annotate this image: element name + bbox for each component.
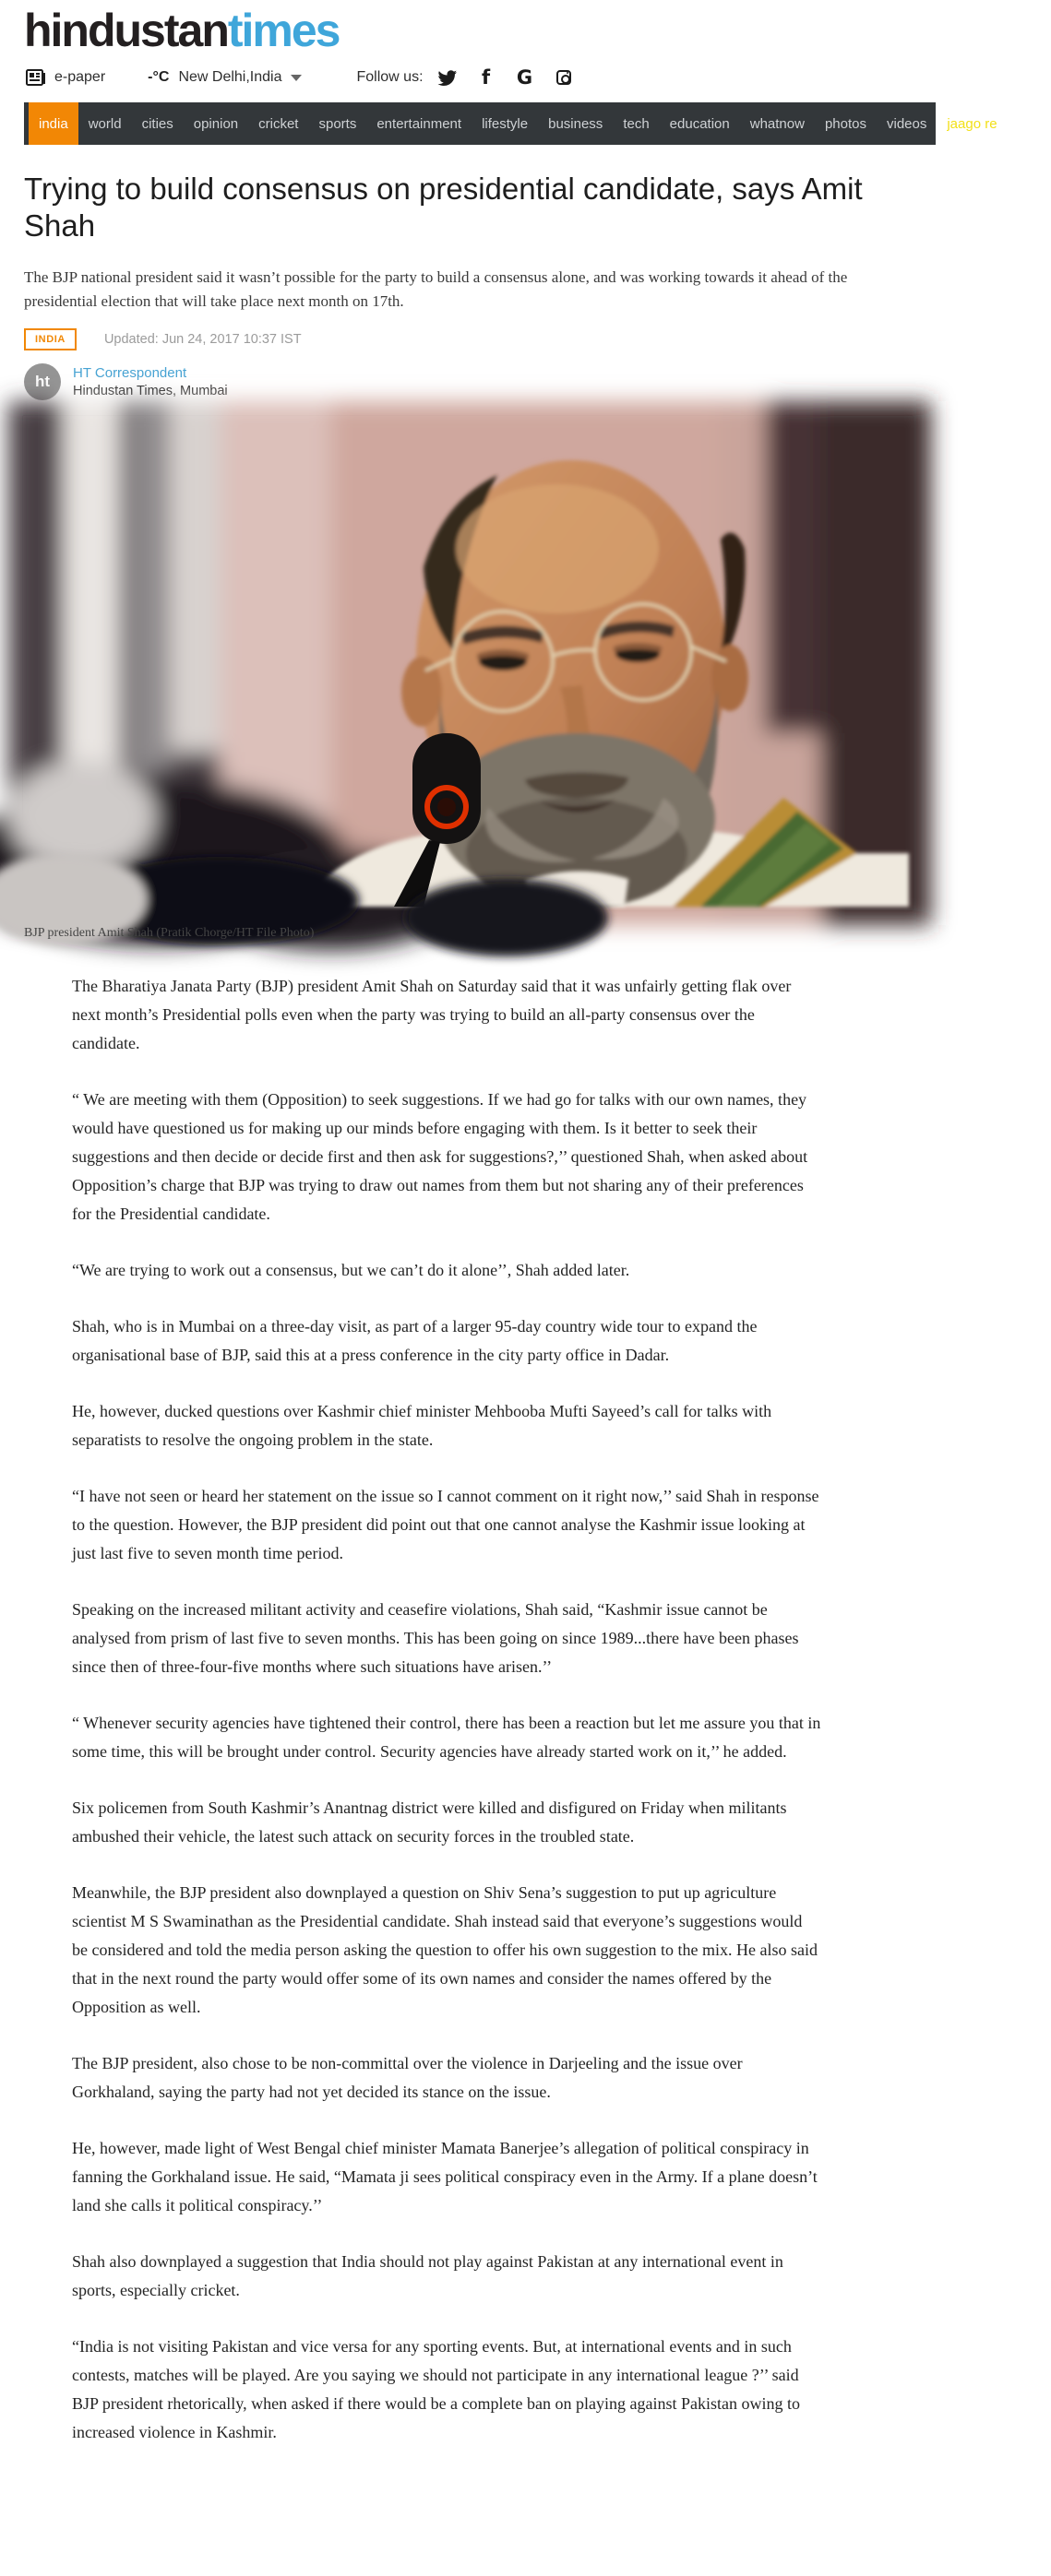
logo-times: times [227, 5, 340, 56]
social-links [438, 65, 573, 89]
nav-item-tech[interactable]: tech [623, 115, 650, 132]
article-paragraph: Shah, who is in Mumbai on a three-day visit, as part of a larger 95-day country wide tour to expand the organisational base of BJP, said this at a press conference in the city party office in Dadar. [72, 1317, 758, 1365]
nav-item-more[interactable]: ••• [1017, 116, 1042, 131]
nav-item-jaago-re[interactable]: jaago re [947, 115, 997, 132]
twitter-icon[interactable] [438, 68, 457, 87]
nav-item-cricket[interactable]: cricket [258, 115, 299, 132]
article-summary: The BJP national president said it wasn’t possible for the party to build a consensus alone, and was working towards it ahead of the presidential election that will take place next month on 17th. [24, 267, 848, 310]
updated-timestamp: Updated: Jun 24, 2017 10:37 IST [103, 332, 302, 348]
article-paragraph: Meanwhile, the BJP president also downplayed a question on Shiv Sena’s suggestion to put up agriculture scientist M S Swaminathan as the Presidential candidate. Shah instead said that everyone’s suggestions would be considered and told the media person asking the question to offer his own suggestion to the mix. He also said that in the next round the party would offer some of its own names and consider the names offered by the Opposition as well. [72, 1883, 818, 2017]
section-badge[interactable]: INDIA [24, 328, 77, 350]
nav-item-photos[interactable]: photos [824, 115, 866, 132]
article-paragraph: Six policemen from South Kashmir’s Anantnag district were killed and disfigured on Friday when militants ambushed their vehicle, the latest such attack on security forces in the troubled state. [72, 1798, 787, 1846]
epaper-link[interactable] [26, 69, 105, 86]
article-paragraph: “ Whenever security agencies have tightened their control, there has been a reaction but let me assure you that in some time, this will be brought under control. Security agencies have already started work on it,’’ he added. [72, 1714, 821, 1762]
site-header [0, 0, 936, 89]
nav-item-whatnow[interactable]: whatnow [749, 115, 805, 132]
article-paragraph: “I have not seen or heard her statement on the issue so I cannot comment on it right now,’’ said Shah in response to the question. However, the BJP president did point out that one cannot analyse the Kashmir issue looking at just last five to seven month time period. [72, 1487, 819, 1563]
nav-item-education[interactable]: education [669, 115, 730, 132]
main-nav [24, 102, 1042, 145]
article-body [72, 972, 821, 2447]
article-paragraph: “India is not visiting Pakistan and vice versa for any sporting events. But, at international events and in such contests, matches will be played. Are you saying we should not participate in any international league ?’’ said BJP president rhetorically, when asked if there would be a complete ban on playing against Pakistan owing to increased violence in Kashmir. [72, 2337, 800, 2442]
instagram-icon[interactable] [555, 68, 573, 87]
location-selector[interactable] [178, 69, 301, 86]
nav-item-videos[interactable]: videos [886, 115, 927, 132]
byline [24, 363, 936, 400]
nav-item-world[interactable]: world [88, 115, 122, 132]
header-meta-row [26, 65, 936, 89]
photo-caption: BJP president Amit Shah (Pratik Chorge/HT File Photo) [24, 926, 315, 941]
article-paragraph: He, however, made light of West Bengal chief minister Mamata Banerjee’s allegation of political conspiracy in fanning the Gorkhaland issue. He said, “Mamata ji sees political conspiracy even in the Army. If a plane doesn’t land she calls it political conspiracy.’’ [72, 2139, 818, 2215]
author-link[interactable]: HT Correspondent [73, 365, 187, 382]
avatar: ht [24, 363, 61, 400]
follow-us-label: Follow us: [356, 69, 424, 85]
article-photo [22, 415, 914, 911]
chevron-down-icon [291, 75, 302, 81]
nav-items [29, 102, 1051, 145]
nav-item-lifestyle[interactable]: lifestyle [482, 115, 529, 132]
author-affiliation: Hindustan Times, Mumbai [73, 384, 228, 399]
article-paragraph: Speaking on the increased militant activity and ceasefire violations, Shah said, “Kashmir issue cannot be analysed from prism of last five to seven months. This has been going on since 1989...there have been phases since then of three-four-five months where such situations have arisen.’’ [72, 1600, 799, 1677]
article-paragraph: Shah also downplayed a suggestion that India should not play against Pakistan at any international event in sports, especially cricket. [72, 2252, 783, 2300]
badge-row [24, 328, 936, 350]
nav-item-cities[interactable]: cities [141, 115, 173, 132]
article-paragraph: The Bharatiya Janata Party (BJP) president Amit Shah on Saturday said that it was unfairly getting flak over next month’s Presidential polls even when the party was trying to build an all-party consensus over the candidate. [72, 977, 792, 1053]
page-title: Trying to build consensus on presidential candidate, says Amit Shah [24, 172, 863, 243]
epaper-icon [26, 69, 46, 86]
nav-item-entertainment[interactable]: entertainment [376, 115, 462, 132]
nav-item-opinion[interactable]: opinion [193, 115, 239, 132]
site-logo[interactable] [24, 6, 936, 56]
weather-temp: -°C [148, 69, 170, 85]
epaper-label: e-paper [54, 69, 106, 85]
article-paragraph: He, however, ducked questions over Kashmir chief minister Mehbooba Mufti Sayeed’s call for talks with separatists to resolve the ongoing problem in the state. [72, 1402, 772, 1450]
article-paragraph: “We are trying to work out a consensus, but we can’t do it alone’’, Shah added later. [72, 1261, 630, 1280]
nav-item-india[interactable]: india [29, 102, 78, 145]
location-label: New Delhi,India [178, 69, 282, 85]
article-paragraph: The BJP president, also chose to be non-committal over the violence in Darjeeling and the issue over Gorkhaland, saying the party had not yet decided its stance on the issue. [72, 2054, 743, 2102]
article-paragraph: “ We are meeting with them (Opposition) to seek suggestions. If we had go for talks with our own names, they would have questioned us for making up our minds before engaging with them. Is it better to seek their suggestions and then decide or decide first and then ask for suggestions?,’’ questioned Shah, when asked about Opposition’s charge that BJP was trying to draw out names from them but not sharing any of their preferences for the Presidential candidate. [72, 1090, 808, 1224]
facebook-icon[interactable]: f [481, 65, 491, 89]
google-icon[interactable]: G [516, 65, 533, 89]
logo-hindustan: hindustan [24, 5, 228, 56]
nav-item-business[interactable]: business [548, 115, 603, 132]
nav-item-sports[interactable]: sports [318, 115, 357, 132]
